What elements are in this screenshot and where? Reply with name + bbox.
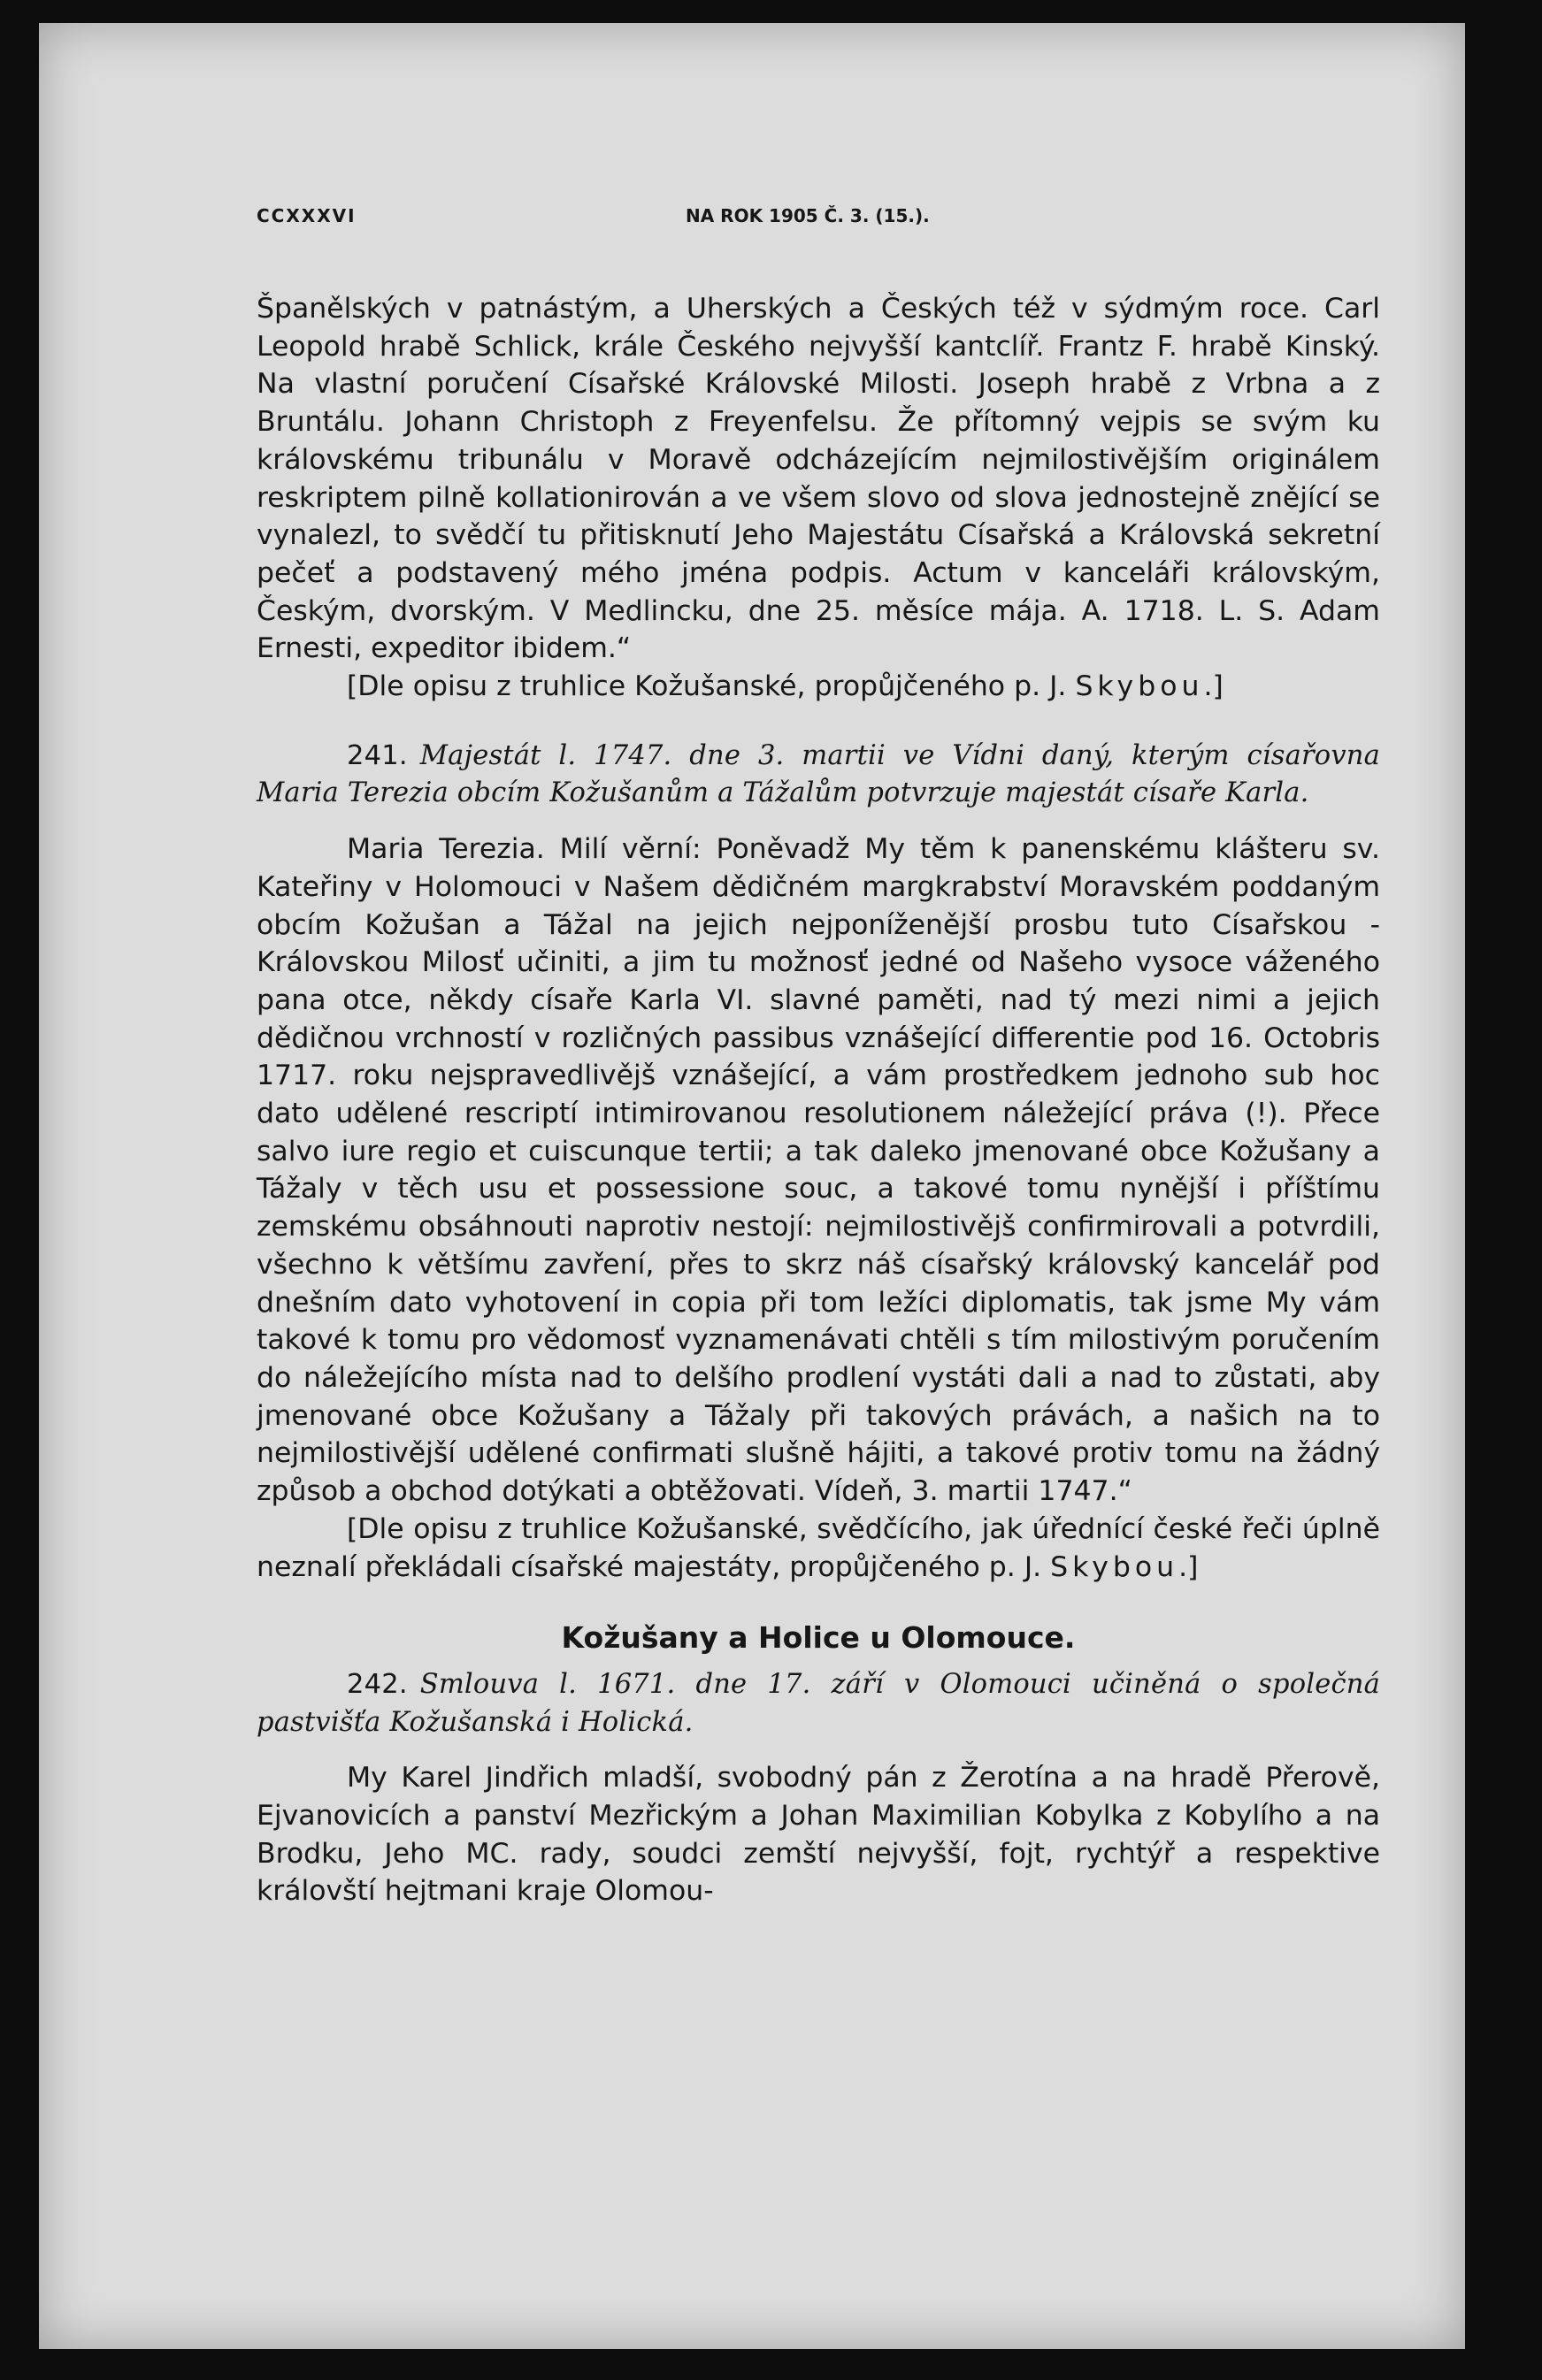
source-name: Skybou — [1050, 1550, 1179, 1583]
doc-242-body: My Karel Jindřich mladší, svobodný pán z Žerotína a na hradě Přerově, Ejvanovicích a panství Mezřickým a Johan Maximilian Kobylka z Kobylího a na Brodku, Jeho MC. rady, soudci zemští nejvyšší, fojt, rychtýř a respektive královští hejtmani kraje Olomou- — [257, 1762, 1380, 1908]
doc-241-title — [257, 738, 1380, 813]
source-note-end: .] — [1203, 670, 1224, 703]
doc-241-number: 241. — [347, 739, 408, 771]
section-heading: Kožušany a Holice u Olomouce. — [561, 1620, 1076, 1656]
source-note-end: .] — [1178, 1550, 1199, 1583]
doc-242-number: 242. — [347, 1668, 408, 1700]
source-note-text: [Dle opisu z truhlice Kožušanské, propůjčeného p. J. — [347, 670, 1076, 703]
doc-241-title-text: Majestát l. 1747. dne 3. martii ve Vídni daný, kterým císařovna Maria Terezia obcím Kožušanům a Tážalům potvrzuje majestát císaře Karla. — [257, 739, 1380, 809]
running-head — [257, 205, 1380, 232]
book-page — [39, 23, 1465, 2349]
intro-paragraph: Španělských v patnástým, a Uherských a Českých též v sýdmým roce. Carl Leopold hrabě Schlick, krále Českého nejvyšší kantclíř. Frantz F. hrabě Kinský. Na vlastní poručení Císařské Královské Milosti. Joseph hrabě z Vrbna a z Bruntálu. Johann Christoph z Freyenfelsu. Že přítomný vejpis se svým ku královskému tribunálu v Moravě odcházejícím nejmilostivějším originálem reskriptem pilně kollationirován a ve všem slovo od slova jednostejně znějící se vynalezl, to svědčí tu přitisknutí Jeho Majestátu Císařská a Královská sekretní pečeť a podstavený mého jména podpis. Actum v kanceláři královským, Českým, dvorským. V Medlincku, dne 25. měsíce mája. A. 1718. L. S. Adam Ernesti, expeditor ibidem.“ — [257, 293, 1380, 665]
doc-241-source-note — [257, 1511, 1380, 1586]
page-folio: CCXXXVI — [257, 205, 357, 226]
running-headline: NA ROK 1905 Č. 3. (15.). — [686, 205, 930, 226]
doc-242-title-text: Smlouva l. 1671. dne 17. září v Olomouci učiněná o společná pastvišťa Kožušanská i Holická. — [257, 1668, 1380, 1738]
intro-source-note — [257, 668, 1380, 706]
body-text — [257, 290, 1380, 1910]
source-name: Skybou — [1075, 670, 1204, 703]
doc-241-body: Maria Terezia. Milí věrní: Poněvadž My těm k panenskému klášteru sv. Kateřiny v Holomouci v Našem dědičném margkrabství Moravském poddaným obcím Kožušan a Tážal na jejich nejponíženější prosbu tuto Císařskou - Královskou Milosť učiniti, a jim tu možnosť jedné od Našeho vysoce váženého pana otce, někdy císaře Karla VI. slavné paměti, nad tý mezi nimi a jejich dědičnou vrchností v rozličných passibus vznášející differentie pod 16. Octobris 1717. roku nejspravedlivějš vznášející, a vám prostředkem jednoho sub hoc dato udělené rescriptí intimirovanou resolutionem náležející práva (!). Přece salvo iure regio et cuiscunque tertii; a tak daleko jmenované obce Kožušany a Tážaly v těch usu et possessione souc, a takové tomu nynější i příštímu zemskému obsáhnouti naprotiv nestojí: nejmilostivějš confirmirovali a potvrdili, všechno k většímu zavření, přes to skrz náš císařský královský kancelář pod dnešním dato vyhotovení in copia při tom ležíci diplomatis, tak jsme My vám takové k tomu pro vědomosť vyznamenávati chtěli s tím milostivým poručením do náležejícího místa nad to delšího prodlení vystáti dali a nad to zůstati, aby jmenované obce Kožušany a Tážaly při takových právách, a našich na to nejmilostivější udělené confirmati slušně hájiti, a takové protiv tomu na žádný způsob a obchod dotýkati a obtěžovati. Vídeň, 3. martii 1747.“ — [257, 833, 1380, 1508]
source-note-text: [Dle opisu z truhlice Kožušanské, svědčícího, jak úřednící české řeči úplně neznalí překládali císařské majestáty, propůjčeného p. J. — [257, 1512, 1380, 1583]
doc-242-title — [257, 1666, 1380, 1741]
